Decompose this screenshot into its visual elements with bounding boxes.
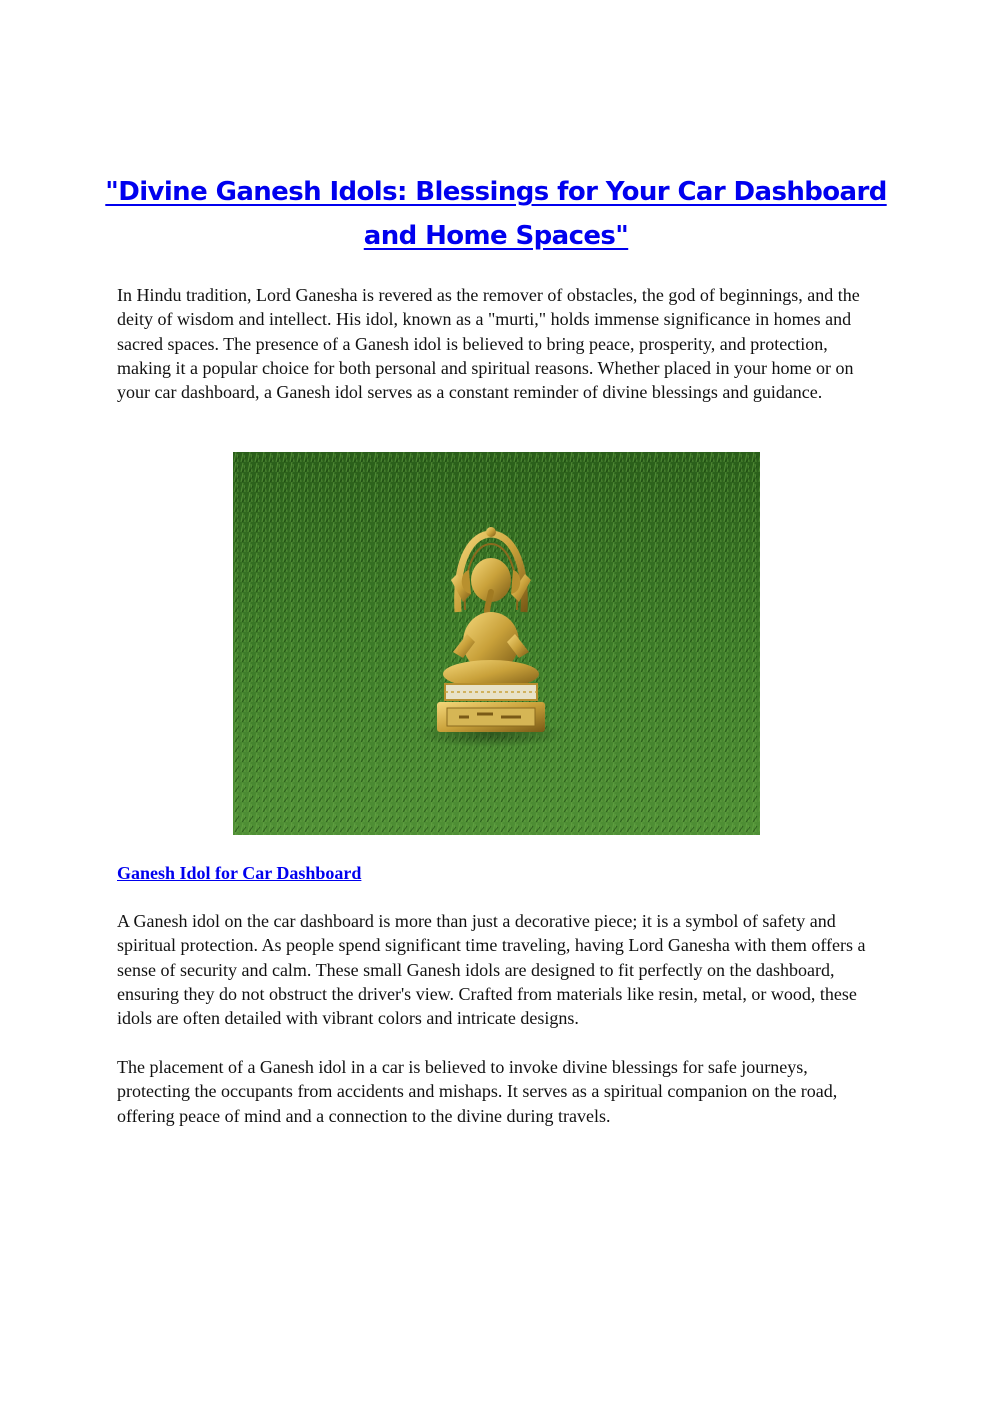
section-paragraph-1: A Ganesh idol on the car dashboard is more than just a decorative piece; it is a symbol of safety and spiritual protection. As people spend significant time traveling, having Lord Ganesha with them offers a sense of security and calm. These small Ganesh idols are designed to fit perfectly on the dashboard, ensuring they do not obstruct the driver's view. Crafted from materials like resin, metal, or wood, these idols are often detailed with vibrant colors and intricate designs. — [117, 911, 866, 1029]
intro-paragraph: In Hindu tradition, Lord Ganesha is revered as the remover of obstacles, the god of beginnings, and the deity of wisdom and intellect. His idol, known as a "murti," holds immense significance in homes and sacred spaces. The presence of a Ganesh idol is believed to bring peace, prosperity, and protection, making it a popular choice for both personal and spiritual reasons. Whether placed in your home or on your car dashboard, a Ganesh idol serves as a constant reminder of divine blessings and guidance. — [117, 285, 860, 403]
page-title — [100, 170, 892, 258]
section-heading — [117, 861, 361, 885]
section-heading-link[interactable]: Ganesh Idol for Car Dashboard — [117, 863, 362, 883]
idol-photo-graphic — [233, 452, 760, 835]
ganesh-idol-image — [233, 452, 760, 835]
title-link[interactable]: "Divine Ganesh Idols: Blessings for Your Car Dashboard and Home Spaces" — [105, 177, 887, 251]
section-paragraph-2: The placement of a Ganesh idol in a car is believed to invoke divine blessings for safe journeys, protecting the occupants from accidents and mishaps. It serves as a spiritual companion on the road, offering peace of mind and a connection to the divine during travels. — [117, 1057, 838, 1126]
